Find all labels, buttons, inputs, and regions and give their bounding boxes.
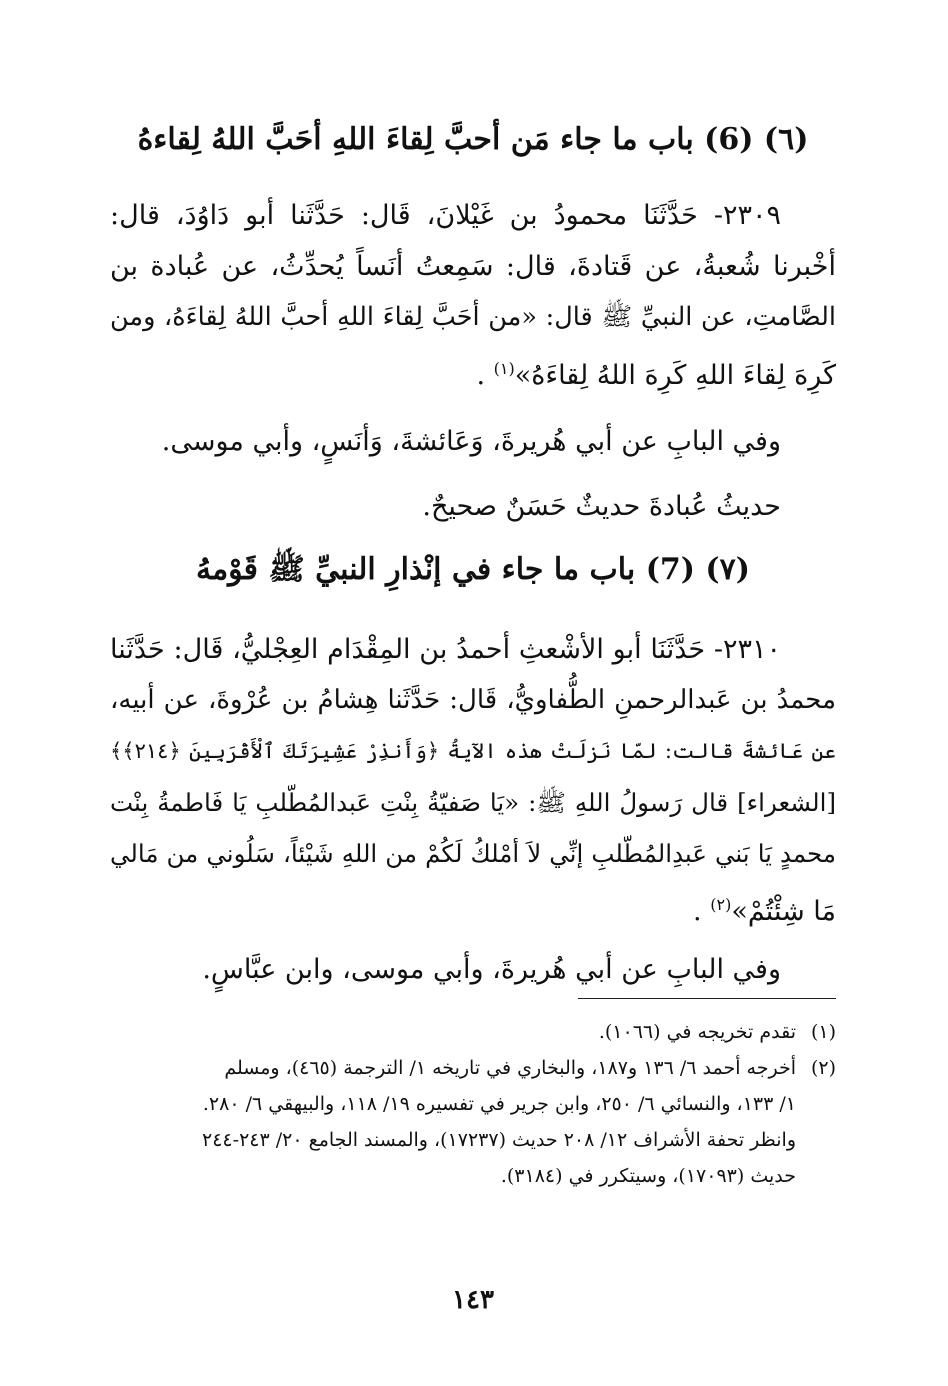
footnote-number: (١) — [810, 1021, 836, 1043]
hadith-line: محمدُ بن عَبدالرحمنِ الطُّفاويُّ، قَال: حَدَّثَنا هِشامُ بن عُرْوةَ، عن أبيه، — [110, 685, 836, 715]
footnote-separator — [578, 998, 836, 999]
grading-line-6: حديثُ عُبادةَ حديثٌ حَسَنٌ صحيحٌ. — [422, 491, 781, 522]
hadith-line: عن عَائشةَ قالت: لمّا نَزلَتْ هذه الآيةُ ﴿وَأَنذِرْ عَشِيرَتَكَ ٱلْأَقْرَبِينَ ﴿٢١٤﴾﴾ — [110, 739, 836, 763]
hadith-line: [الشعراء] قال رَسولُ اللهِ ﷺ: «يَا صَفيّةُ بِنْتِ عَبدالمُطّلبِ يَا فَاطمةُ بِنْت — [110, 788, 836, 817]
hadith-line-last — [110, 879, 836, 937]
hadith-line: ٢٣٠٩- حَدَّثَنَا محمودُ بن غَيْلانَ، قَال: حَدَّثَنا أبو دَاوُدَ، قال: — [110, 200, 781, 231]
hadith-2310 — [110, 624, 836, 937]
footnote-2 — [110, 1050, 836, 1194]
hadith-line-last — [110, 343, 836, 401]
footnote-ref: (٢) — [710, 895, 732, 914]
book-page — [110, 0, 836, 1386]
hadith-line: الصَّامتِ، عن النبيِّ ﷺ قال: «من أحَبَّ لِقاءَ اللهِ أحبَّ اللهُ لِقاءَهُ، ومن — [110, 302, 836, 332]
hadith-end: . — [476, 360, 494, 391]
footnote-line: وانظر تحفة الأشراف ١٢/ ٢٠٨ حديث (١٧٢٣٧)، والمسند الجامع ٢٠/ ٢٤٣-٢٤٤ — [202, 1129, 796, 1151]
footnote-line: ١/ ١٣٣، والنسائي ٦/ ٢٥٠، وابن جرير في تفسيره ١٩/ ١١٨، والبيهقي ٦/ ٢٨٠. — [202, 1093, 796, 1115]
footnote-line: حديث (١٧٠٩٣)، وسيتكرر في (٣١٨٤). — [500, 1165, 796, 1187]
hadith-line: كَرِهَ لِقاءَ اللهِ كَرِهَ اللهُ لِقاءَهُ» — [514, 360, 836, 391]
footnote-line: تقدم تخريجه في (١٠٦٦). — [598, 1021, 796, 1043]
bab-line-7: وفي البابِ عن أبي هُريرةَ، وأبي موسى، وابن عبَّاسٍ. — [202, 954, 781, 985]
hadith-line: مَا شِئْتُمْ» — [731, 896, 836, 927]
hadith-line: محمدٍ يَا بَني عَبدِالمُطّلبِ إنِّي لاَ أمْلكُ لَكُمْ من اللهِ شَيْئاً، سَلُوني من مَالي — [110, 839, 836, 868]
footnote-line: أخرجه أحمد ٦/ ١٣٦ و١٨٧، والبخاري في تاريخه ١/ الترجمة (٤٦٥)، ومسلم — [224, 1057, 796, 1079]
page-number: ١٤٣ — [452, 1285, 494, 1315]
footnotes — [110, 1014, 836, 1194]
hadith-line: أخْبرنا شُعبةُ، عن قَتادةَ، قال: سَمِعتُ أنَساً يُحدِّثُ، عن عُبادة بن — [110, 251, 836, 282]
chapter-heading-7: (٧) (7) باب ما جاء في إنْذارِ النبيِّ ﷺ قَوْمهُ — [196, 552, 750, 587]
footnote-number: (٢) — [810, 1057, 836, 1079]
bab-line-6: وفي البابِ عن أبي هُريرةَ، وَعَائشةَ، وَأنَسٍ، وأبي موسى. — [161, 426, 781, 457]
hadith-line: ٢٣١٠- حَدَّثَنَا أبو الأشْعثِ أحمدُ بن المِقْدَام العِجْليُّ، قَال: حَدَّثَنا — [110, 634, 781, 665]
footnote-ref: (١) — [493, 359, 515, 378]
chapter-heading-6: (٦) (6) باب ما جاء مَن أحبَّ لِقاءَ اللهِ أحَبَّ اللهُ لِقاءهُ — [137, 122, 809, 157]
hadith-2309 — [110, 190, 836, 401]
hadith-end: . — [693, 896, 711, 927]
footnote-1 — [110, 1014, 836, 1050]
